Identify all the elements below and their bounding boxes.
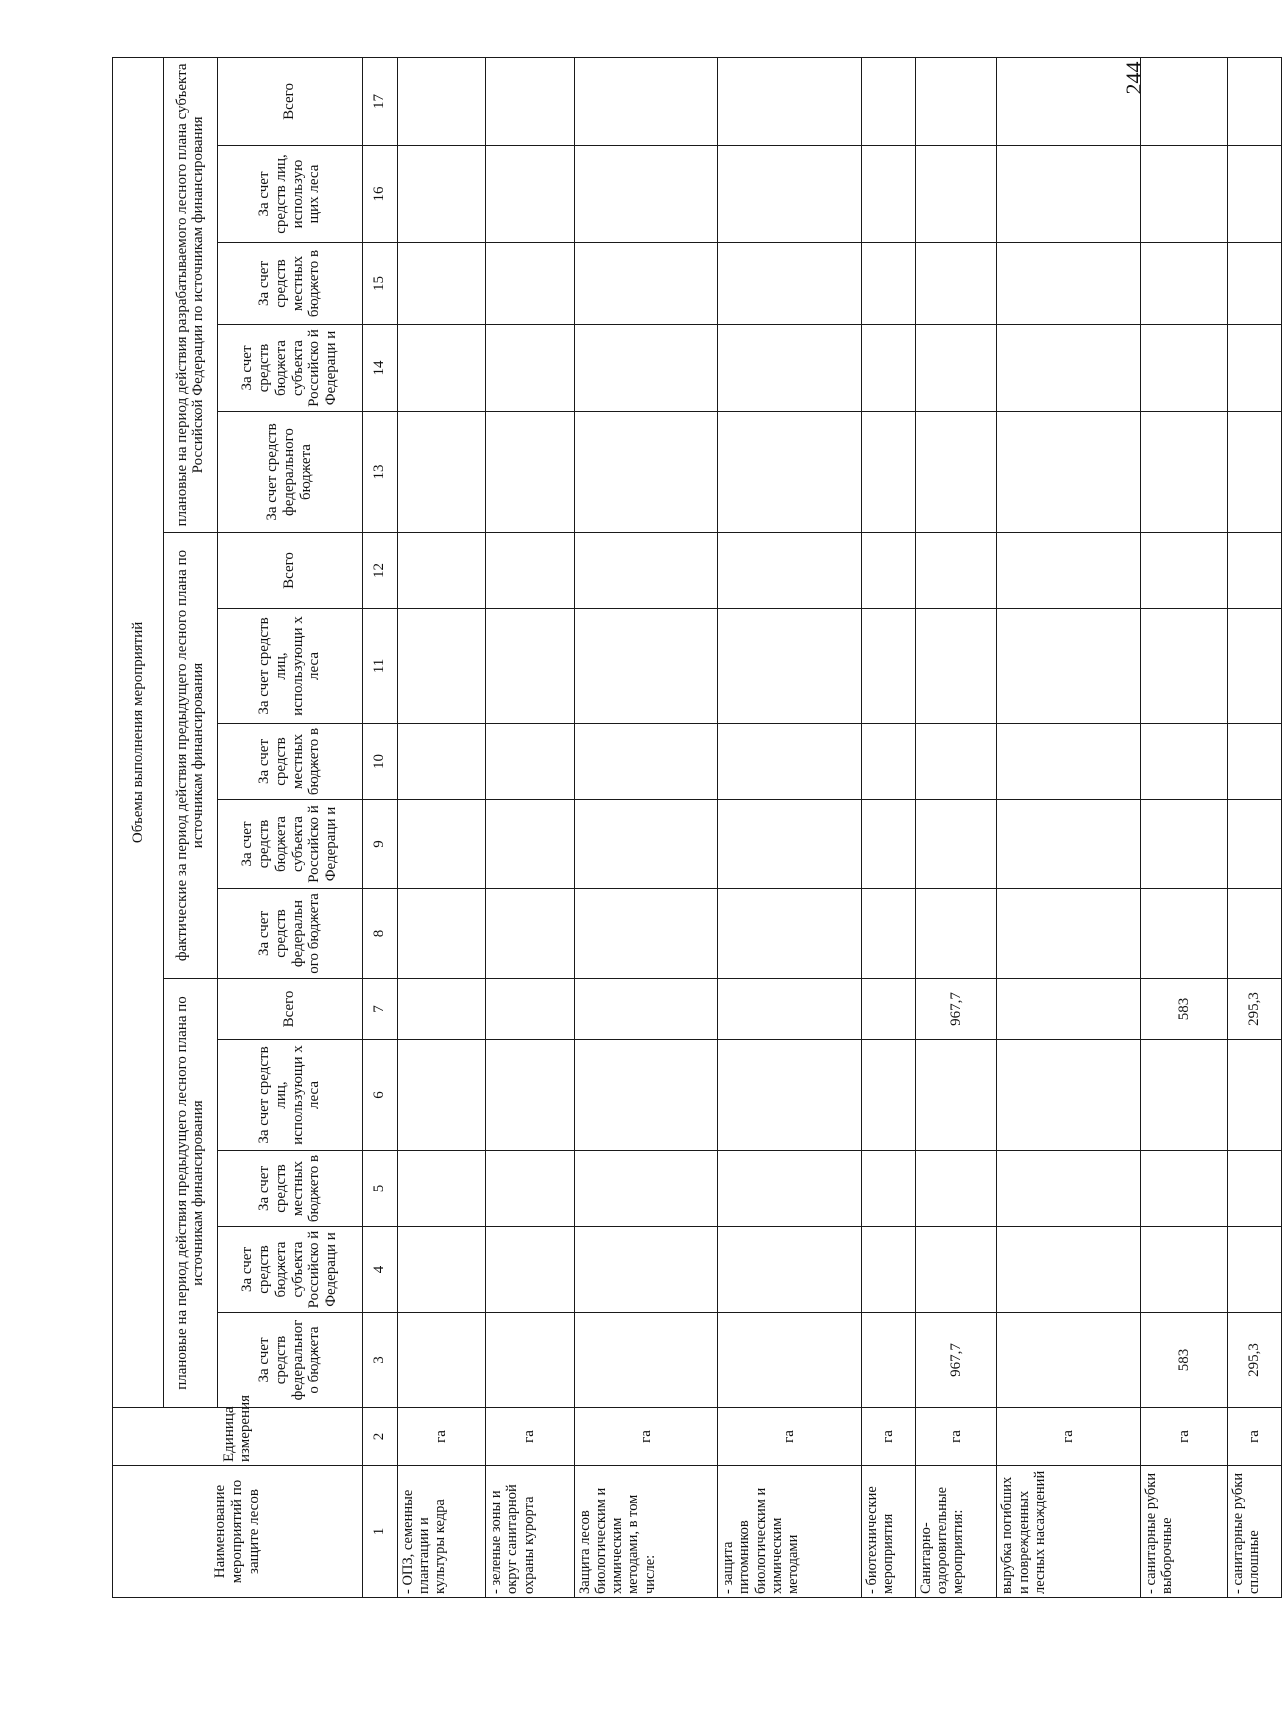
subheader-new-total: Всего xyxy=(217,57,362,145)
subheader-plan-total: Всего xyxy=(217,979,362,1040)
measure-name: - биотехнические мероприятия xyxy=(861,1466,915,1598)
table-row xyxy=(397,57,486,1597)
unit-cell: га xyxy=(718,1408,862,1466)
plan-federal-cell: 295,3 xyxy=(1228,1313,1282,1408)
measure-name: - защита питомников биологическим и химическим методами xyxy=(718,1466,862,1598)
column-number: 2 xyxy=(362,1408,397,1466)
plan-total-cell: 295,3 xyxy=(1228,979,1282,1040)
plan-total-cell: 583 xyxy=(1140,979,1227,1040)
unit-cell: га xyxy=(1228,1408,1282,1466)
unit-cell: га xyxy=(915,1408,997,1466)
plan-total-cell xyxy=(574,979,718,1040)
unit-cell: га xyxy=(397,1408,486,1466)
plan-federal-cell xyxy=(997,1313,1141,1408)
plan-federal-cell xyxy=(718,1313,862,1408)
measure-name: - санитарные рубки сплошные xyxy=(1228,1466,1282,1598)
subheader-fact-local: За счет средств местных бюджето в xyxy=(217,724,362,800)
column-number: 12 xyxy=(362,533,397,609)
header-unit: Единица измерения xyxy=(113,1408,363,1466)
subheader-plan-subject: За счет средств бюджета субъекта Российско й Федераци и xyxy=(217,1227,362,1313)
table-row xyxy=(915,57,997,1597)
subheader-fact-subject: За счет средств бюджета субъекта Российско й Федераци и xyxy=(217,800,362,889)
unit-cell: га xyxy=(1140,1408,1227,1466)
unit-cell: га xyxy=(574,1408,718,1466)
subheader-fact-users: За счет средств лиц, использующи х леса xyxy=(217,609,362,724)
table-row xyxy=(1140,57,1227,1597)
column-number: 8 xyxy=(362,889,397,979)
plan-federal-cell xyxy=(486,1313,575,1408)
column-number: 10 xyxy=(362,724,397,800)
table-row xyxy=(861,57,915,1597)
measure-name: вырубка погибших и поврежденных лесных насаждений xyxy=(997,1466,1141,1598)
plan-total-cell xyxy=(718,979,862,1040)
group-header-actual-previous: фактические за период действия предыдущего лесного плана по источникам финансирования xyxy=(164,533,218,979)
table-row xyxy=(574,57,718,1597)
header-measures-name: Наименование мероприятий по защите лесов xyxy=(113,1466,363,1598)
column-number: 11 xyxy=(362,609,397,724)
column-number: 4 xyxy=(362,1227,397,1313)
plan-total-cell xyxy=(486,979,575,1040)
column-number: 1 xyxy=(362,1466,397,1598)
subheader-plan-federal: За счет средств федеральног о бюджета xyxy=(217,1313,362,1408)
column-numbers-row xyxy=(362,57,397,1597)
table-row xyxy=(1228,57,1282,1597)
plan-federal-cell xyxy=(397,1313,486,1408)
column-number: 13 xyxy=(362,412,397,533)
measure-name: - ОПЗ, семенные плантации и культуры кедра xyxy=(397,1466,486,1598)
column-number: 9 xyxy=(362,800,397,889)
column-number: 3 xyxy=(362,1313,397,1408)
plan-total-cell: 967,7 xyxy=(915,979,997,1040)
plan-federal-cell: 967,7 xyxy=(915,1313,997,1408)
plan-total-cell xyxy=(397,979,486,1040)
subheader-fact-total: Всего xyxy=(217,533,362,609)
measure-name: - санитарные рубки выборочные xyxy=(1140,1466,1227,1598)
unit-cell: га xyxy=(861,1408,915,1466)
subheader-new-subject: За счет средств бюджета субъекта Российско й Федераци и xyxy=(217,325,362,412)
column-number: 15 xyxy=(362,243,397,325)
column-number: 17 xyxy=(362,57,397,145)
column-number: 5 xyxy=(362,1151,397,1227)
measure-name: - зеленые зоны и округ санитарной охраны курорта xyxy=(486,1466,575,1598)
rotated-table-wrapper xyxy=(112,58,1282,1598)
subheader-plan-users: За счет средств лиц, использующи х леса xyxy=(217,1040,362,1151)
plan-federal-cell xyxy=(861,1313,915,1408)
subheader-new-local: За счет средств местных бюджето в xyxy=(217,243,362,325)
subheader-plan-local: За счет средств местных бюджето в xyxy=(217,1151,362,1227)
unit-cell: га xyxy=(486,1408,575,1466)
subheader-new-federal: За счет средств федерального бюджета xyxy=(217,412,362,533)
plan-federal-cell xyxy=(574,1313,718,1408)
plan-total-cell xyxy=(861,979,915,1040)
table-title: Объемы выполнения мероприятий xyxy=(113,57,164,1407)
table-row xyxy=(486,57,575,1597)
measure-name: Санитарно-оздоровительные мероприятия: xyxy=(915,1466,997,1598)
table-row xyxy=(718,57,862,1597)
column-number: 16 xyxy=(362,146,397,243)
group-header-planned-new: плановые на период действия разрабатываемого лесного плана субъекта Российской Федерации по источникам финансирования xyxy=(164,57,218,532)
measure-name: Защита лесов биологическим и химическим методами, в том числе: xyxy=(574,1466,718,1598)
plan-federal-cell: 583 xyxy=(1140,1313,1227,1408)
column-number: 6 xyxy=(362,1040,397,1151)
table-row xyxy=(997,57,1141,1597)
subheader-fact-federal: За счет средств федеральн ого бюджета xyxy=(217,889,362,979)
forest-protection-volumes-table xyxy=(112,57,1282,1598)
page-number: 244 xyxy=(1121,61,1146,95)
plan-total-cell xyxy=(997,979,1141,1040)
column-number: 7 xyxy=(362,979,397,1040)
subheader-new-users: За счет средств лиц, использую щих леса xyxy=(217,146,362,243)
unit-cell: га xyxy=(997,1408,1141,1466)
column-number: 14 xyxy=(362,325,397,412)
group-header-planned-previous: плановые на период действия предыдущего лесного плана по источникам финансирования xyxy=(164,979,218,1408)
